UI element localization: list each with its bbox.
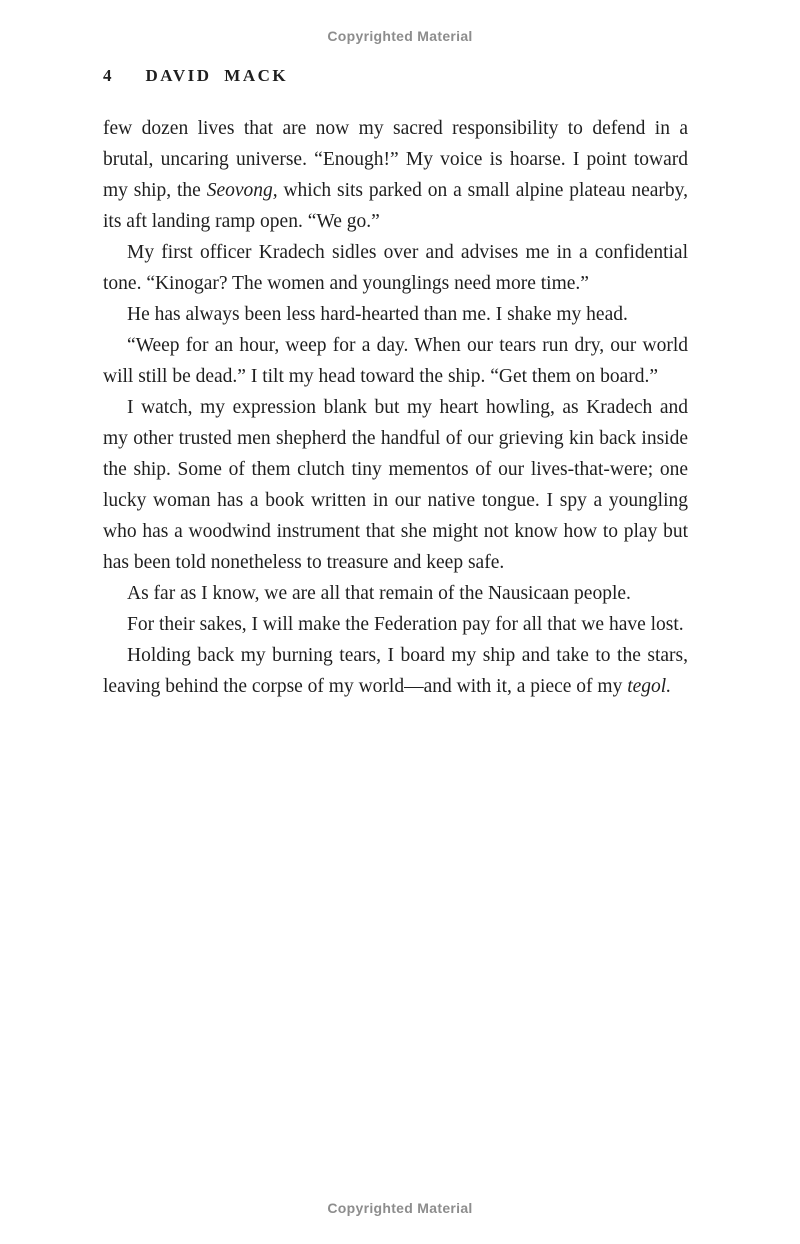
copyright-watermark-bottom: Copyrighted Material [327,1200,473,1216]
paragraph [103,578,688,609]
author-name: DAVID MACK [145,66,289,85]
paragraph [103,237,688,299]
paragraph [103,392,688,578]
paragraph-text: My first officer Kradech sidles over and advises me in a confidential tone. “Kinogar? The women and younglings need more time.” [103,242,688,294]
copyright-watermark-top: Copyrighted Material [327,28,473,44]
paragraph-text: Holding back my burning tears, I board my ship and take to the stars, leaving behind the corpse of my world—and with it, a piece of my [103,645,688,697]
paragraph-text: For their sakes, I will make the Federation pay for all that we have lost. [127,614,684,635]
paragraph [103,609,688,640]
paragraph-text: “Weep for an hour, weep for a day. When our tears run dry, our world will still be dead.” I tilt my head toward the ship. “Get them on board.” [103,335,688,387]
paragraph-text: I watch, my expression blank but my heart howling, as Kradech and my other trusted men shepherd the handful of our grieving kin back inside the ship. Some of them clutch tiny mementos of our lives-that-were; one lucky woman has a book written in our native tongue. I spy a youngling who has a woodwind instrument that she might not know how to play but has been told nonetheless to treasure and keep safe. [103,397,688,573]
paragraph [103,299,688,330]
paragraph-text: few dozen lives that are now my sacred responsibility to defend in a brutal, uncaring universe. “Enough!” My voice is hoarse. I point toward my ship, the [103,118,688,201]
paragraph-text: which sits parked on a small alpine plateau nearby, its aft landing ramp open. “We go.” [103,180,689,232]
paragraph-text: As far as I know, we are all that remain of the Nausicaan people. [127,583,631,604]
paragraph [103,330,688,392]
paragraph [103,113,688,237]
foreign-word-italic: tegol. [627,676,672,697]
paragraph-text: He has always been less hard-hearted than me. I shake my head. [127,304,628,325]
page-number: 4 [103,66,112,85]
running-header [103,66,288,86]
ship-name-italic: Seovong, [206,180,278,201]
paragraph [103,640,688,702]
body-text [103,113,688,702]
